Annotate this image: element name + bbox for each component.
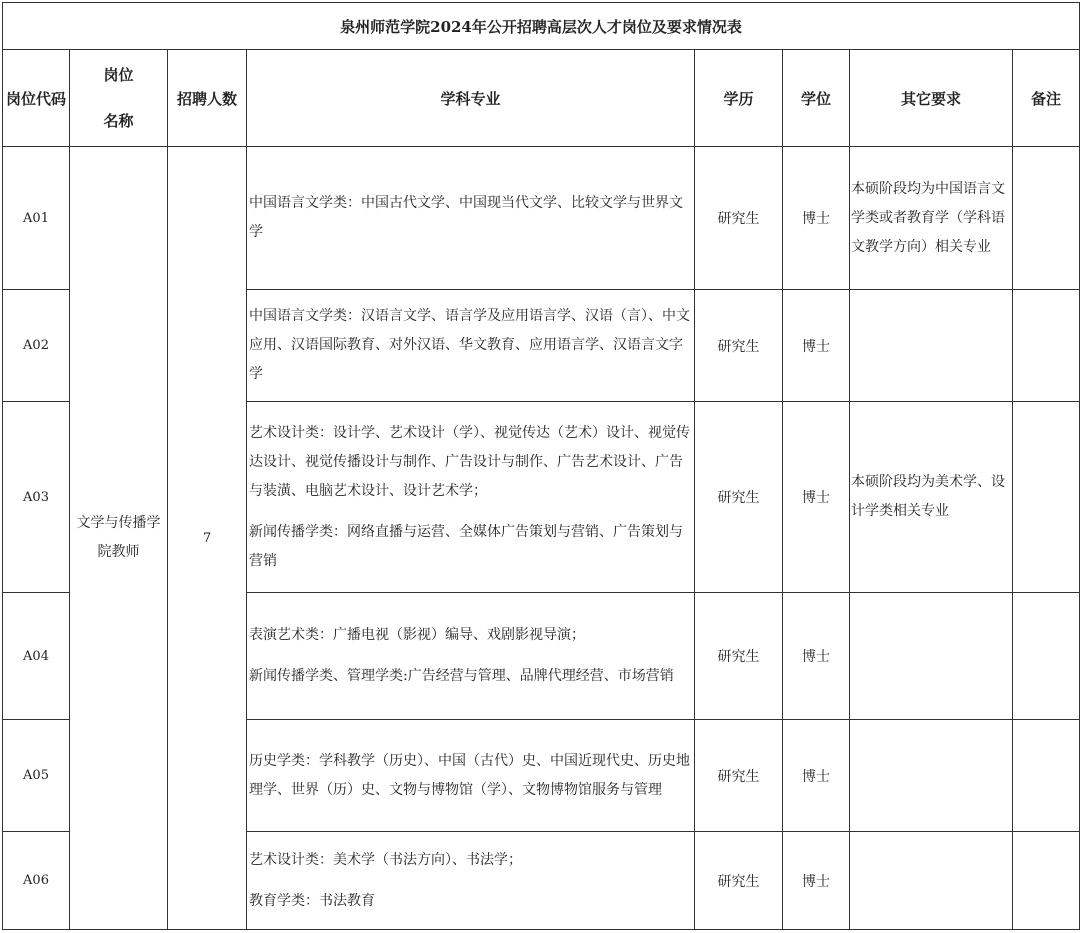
cell-degree: 博士: [783, 832, 850, 930]
header-name: [70, 50, 168, 147]
cell-education: 研究生: [695, 720, 783, 832]
cell-count: 7: [168, 147, 247, 930]
cell-major: [247, 147, 695, 290]
cell-degree: 博士: [783, 593, 850, 720]
major-paragraph: 表演艺术类：广播电视（影视）编导、戏剧影视导演；: [249, 627, 585, 643]
cell-code: A01: [3, 147, 70, 290]
header-other: 其它要求: [850, 50, 1013, 147]
cell-major: [247, 593, 695, 720]
cell-education: 研究生: [695, 832, 783, 930]
header-count: 招聘人数: [168, 50, 247, 147]
cell-other: [850, 720, 1013, 832]
cell-code: A02: [3, 290, 70, 402]
cell-education: 研究生: [695, 593, 783, 720]
cell-education: 研究生: [695, 147, 783, 290]
cell-degree: 博士: [783, 720, 850, 832]
cell-remark: [1013, 147, 1080, 290]
header-remark: 备注: [1013, 50, 1080, 147]
page-title: 泉州师范学院2024年公开招聘高层次人才岗位及要求情况表: [3, 3, 1080, 50]
cell-education: 研究生: [695, 402, 783, 593]
cell-remark: [1013, 720, 1080, 832]
major-paragraph: 中国语言文学类：中国古代文学、中国现当代文学、比较文学与世界文学: [249, 195, 683, 240]
cell-degree: 博士: [783, 402, 850, 593]
header-degree: 学位: [783, 50, 850, 147]
cell-code: A03: [3, 402, 70, 593]
major-paragraph: 艺术设计类：美术学（书法方向）、书法学；: [249, 851, 522, 868]
header-name-line2: 名称: [103, 112, 134, 130]
table-title-row: [3, 3, 1080, 50]
table-header-row: [3, 50, 1080, 147]
cell-remark: [1013, 402, 1080, 593]
cell-major: [247, 290, 695, 402]
cell-remark: [1013, 832, 1080, 930]
cell-remark: [1013, 290, 1080, 402]
cell-major: [247, 832, 695, 930]
major-paragraph: 艺术设计类：设计学、艺术设计（学）、视觉传达（艺术）设计、视觉传达设计、视觉传播设计与制作、广告设计与制作、广告艺术设计、广告与装潢、电脑艺术设计、设计艺术学；: [249, 424, 690, 499]
cell-code: A05: [3, 720, 70, 832]
major-paragraph: 历史学类：学科教学（历史）、中国（古代）史、中国近现代史、历史地理学、世界（历）史、文物与博物馆（学）、文物博物馆服务与管理: [249, 752, 690, 798]
cell-degree: 博士: [783, 147, 850, 290]
header-code: 岗位代码: [3, 50, 70, 147]
cell-other: 本硕阶段均为美术学、设计学类相关专业: [850, 402, 1013, 593]
header-education: 学历: [695, 50, 783, 147]
cell-other: 本硕阶段均为中国语言文学类或者教育学（学科语文教学方向）相关专业: [850, 147, 1013, 290]
cell-degree: 博士: [783, 290, 850, 402]
major-paragraph: 教育学类：书法教育: [249, 892, 375, 909]
header-major: 学科专业: [247, 50, 695, 147]
major-paragraph: 新闻传播学类：网络直播与运营、全媒体广告策划与营销、广告策划与营销: [249, 523, 683, 569]
cell-code: A06: [3, 832, 70, 930]
cell-other: [850, 290, 1013, 402]
table-row: [3, 147, 1080, 290]
recruitment-table: [2, 2, 1080, 930]
cell-code: A04: [3, 593, 70, 720]
cell-remark: [1013, 593, 1080, 720]
header-name-line1: 岗位: [103, 66, 134, 84]
major-paragraph: 新闻传播学类、管理学类:广告经营与管理、品牌代理经营、市场营销: [249, 668, 674, 684]
cell-education: 研究生: [695, 290, 783, 402]
cell-other: [850, 593, 1013, 720]
cell-other: [850, 832, 1013, 930]
cell-major: [247, 402, 695, 593]
major-paragraph: 中国语言文学类：汉语言文学、语言学及应用语言学、汉语（言）、中文应用、汉语国际教育、对外汉语、华文教育、应用语言学、汉语言文字学: [249, 308, 690, 382]
cell-unit-name: 文学与传播学院教师: [70, 147, 168, 930]
cell-major: [247, 720, 695, 832]
